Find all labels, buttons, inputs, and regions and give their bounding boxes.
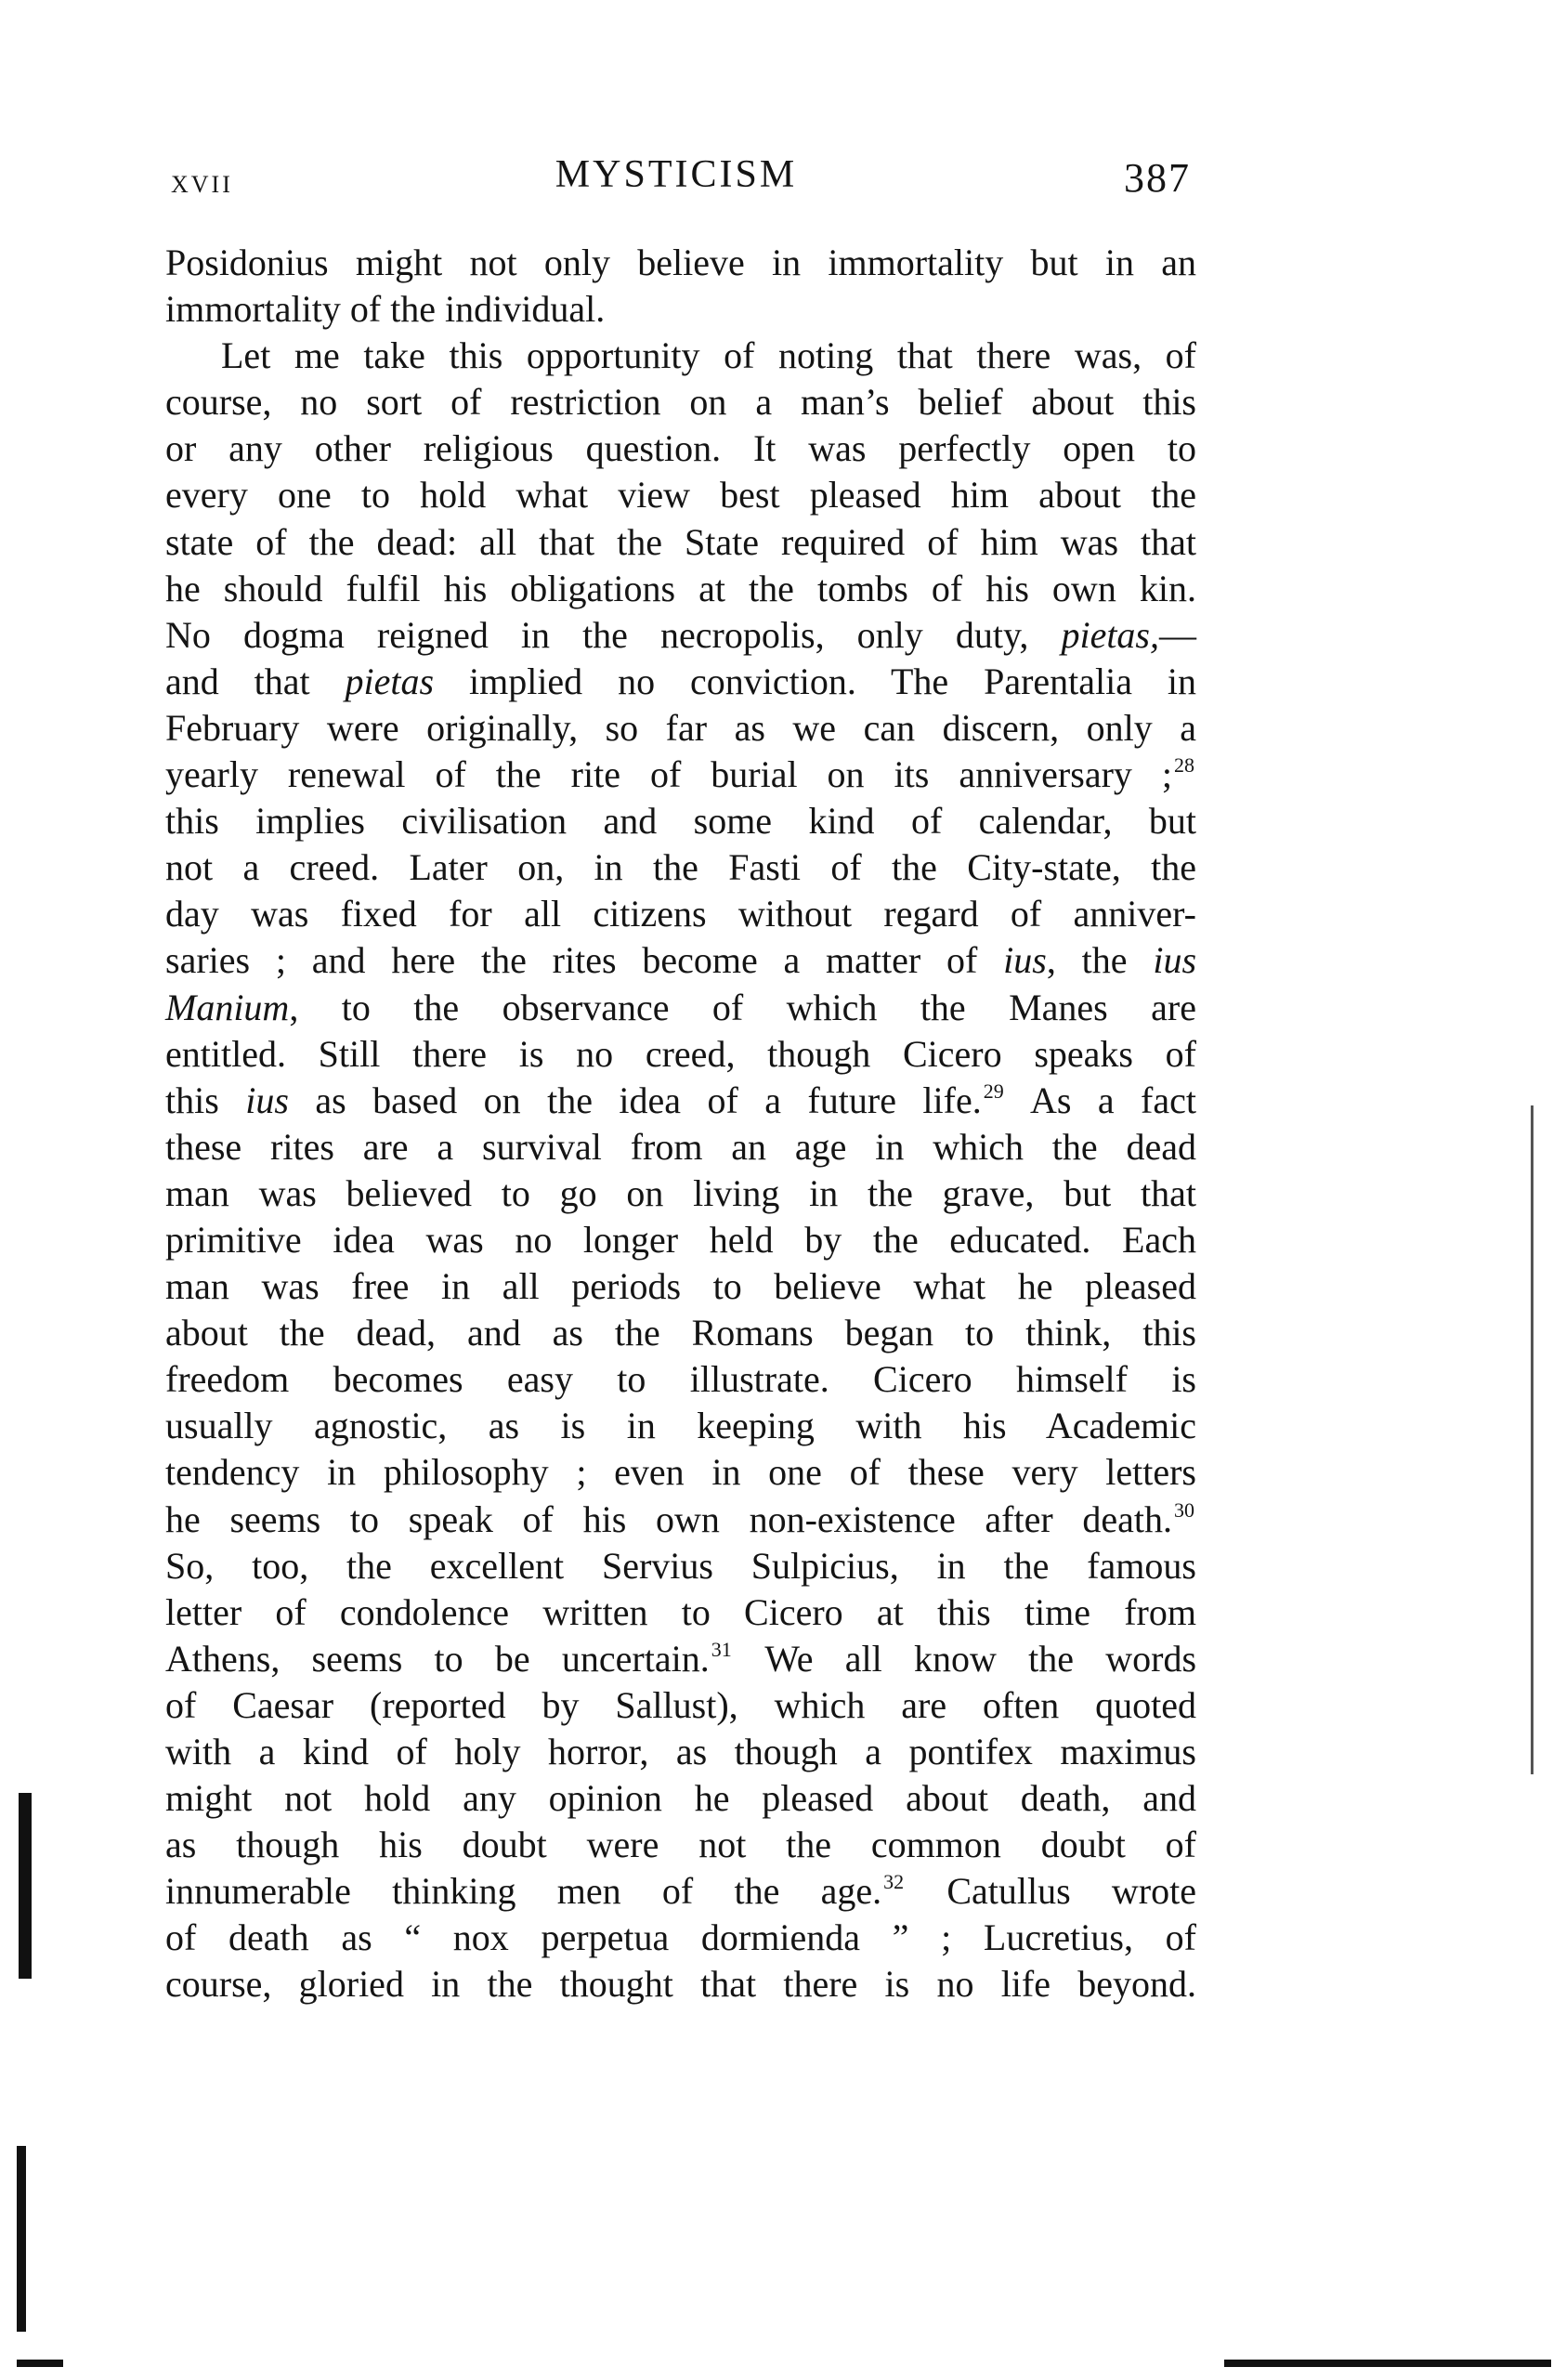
text-line: entitled. Still there is no creed, though Cicero speaks of [165,1032,1196,1075]
text-line: he should fulfil his obligations at the tombs of his own kin. [165,567,1196,609]
text-segment: and that [165,660,346,702]
text-line: letter of condolence written to Cicero at this time from [165,1590,1196,1633]
text-line: not a creed. Later on, in the Fasti of the City-state, the [165,846,1196,889]
text-line [165,985,1196,1031]
scan-edge-mark [19,1793,32,1979]
scan-edge-mark [17,2146,26,2332]
text-line: with a kind of holy horror, as though a pontifex maximus [165,1731,1196,1772]
footnote-reference: 31 [711,1637,732,1661]
text-line: about the dead, and as the Romans began to think, this [165,1312,1196,1354]
text-segment: saries ; and here the rites become a matter of [165,939,1004,982]
text-line: day was fixed for all citizens without regard of anniver- [165,893,1196,935]
text-line [165,1497,1196,1543]
text-line: might not hold any opinion he pleased about death, and [165,1777,1196,1820]
text-line: state of the dead: all that the State required of him was that [165,520,1196,563]
text-line: February were originally, so far as we can discern, only a [165,706,1196,749]
italic-word: pietas, [1061,613,1159,656]
text-line: of Caesar (reported by Sallust), which are often quoted [165,1683,1196,1726]
text-segment: No dogma reigned in the necropolis, only duty, [165,613,1062,656]
italic-word: pietas [345,660,435,702]
text-segment: , the [1046,939,1154,982]
text-line [165,612,1196,659]
text-segment: this [165,1079,246,1121]
page-number: 387 [1124,155,1191,201]
text-segment: he seems to speak of his own non-existence after death. [165,1497,1172,1540]
text-segment: Catullus wrote [906,1870,1196,1913]
text-segment: implied no conviction. The Parentalia in [434,660,1196,702]
text-line: primitive idea was no longer held by the educated. Each [165,1218,1196,1261]
text-segment: , to the observance of which the Manes are [289,986,1196,1028]
text-line: this implies civilisation and some kind of calendar, but [165,800,1196,843]
text-line [165,659,1196,705]
text-line: usually agnostic, as is in keeping with his Academic [165,1405,1196,1447]
italic-word: ius [245,1079,289,1121]
footnote-reference: 29 [983,1079,1004,1103]
text-line [165,1078,1196,1124]
text-line: tendency in philosophy ; even in one of these very letters [165,1451,1196,1494]
italic-word: Manium [165,986,290,1028]
text-segment: We all know the words [733,1637,1197,1680]
chapter-title: MYSTICISM [555,153,798,196]
chapter-number: XVII [171,171,233,198]
text-line: Let me take this opportunity of noting that there was, of [221,334,1196,377]
text-line [165,1868,1196,1915]
italic-word: ius [1003,939,1047,982]
text-line: course, gloried in the thought that there is no life beyond. [165,1963,1196,2006]
text-segment: innumerable thinking men of the age. [165,1870,882,1913]
running-head [165,152,1191,208]
text-line [165,752,1196,798]
text-line: as though his doubt were not the common doubt of [165,1824,1196,1866]
text-line: of death as “ nox perpetua dormienda ” ; Lucretius, of [165,1916,1196,1959]
text-segment: as based on the idea of a future life. [288,1079,982,1121]
text-line: every one to hold what view best pleased him about the [165,474,1196,517]
scan-edge-mark [1224,2360,1551,2367]
footnote-reference: 28 [1174,753,1194,778]
text-line: course, no sort of restriction on a man’s belief about this [165,381,1196,424]
footnote-reference: 32 [883,1870,905,1894]
text-line: or any other religious question. It was perfectly open to [165,427,1196,470]
text-line: man was free in all periods to believe what he pleased [165,1265,1196,1308]
text-line: Posidonius might not only believe in immortality but in an [165,242,1196,283]
text-line: man was believed to go on living in the grave, but that [165,1171,1196,1214]
em-dash: — [1159,613,1196,656]
text-line [165,937,1196,984]
italic-word: ius [1153,939,1197,982]
scan-edge-mark [17,2360,63,2367]
scan-edge-mark [1531,1105,1533,1774]
text-segment: yearly renewal of the rite of burial on its anniversary ; [165,753,1172,796]
body-text [165,240,1196,2008]
text-segment: As a fact [1005,1079,1196,1121]
text-line: these rites are a survival from an age in which the dead [165,1125,1196,1168]
text-line: immortality of the individual. [165,288,606,331]
text-line: So, too, the excellent Servius Sulpicius, in the famous [165,1544,1196,1587]
footnote-reference: 30 [1174,1497,1194,1522]
text-line: freedom becomes easy to illustrate. Cicero himself is [165,1358,1196,1401]
text-segment: Athens, seems to be uncertain. [165,1637,710,1680]
text-line [165,1636,1196,1682]
